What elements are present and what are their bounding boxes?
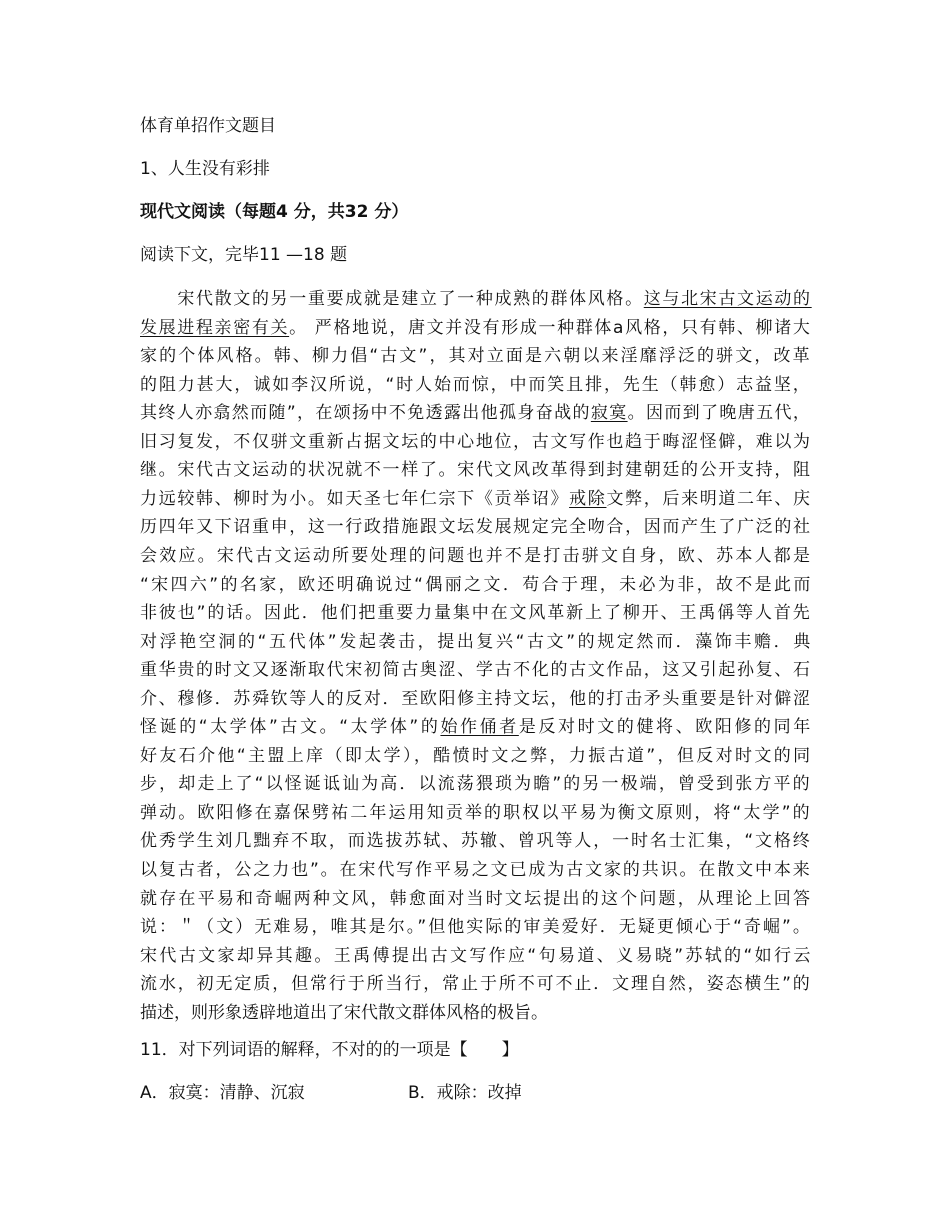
passage-text: 家的个体风格。韩、柳力倡“古文”，其对立面是六朝以来淫靡浮泛的骈文，改革 xyxy=(140,346,812,367)
passage-text: 文弊，后来明道二年、庆 xyxy=(606,488,812,509)
reading-instruction: 阅读下文，完毕11 —18 题 xyxy=(140,245,348,265)
passage-text: 力远较韩、柳时为小。如天圣七年仁宗下《贡举诏》 xyxy=(140,488,570,509)
passage-line xyxy=(140,405,811,422)
passage-line xyxy=(140,519,812,536)
option-a: A．寂寞：清静、沉寂 xyxy=(140,1083,305,1103)
passage-text: 就存在平易和奇崛两种文风，韩愈面对当时文坛提出的这个问题，从理论上回答 xyxy=(140,888,813,909)
passage-text: 宋代古文家却异其趣。王禹傅提出古文写作应“句易道、义易晓”苏轼的“如行云 xyxy=(140,945,813,966)
passage-text: 。因而到了晚唐五代， xyxy=(627,403,812,424)
passage-line xyxy=(140,291,812,308)
passage-line xyxy=(140,488,812,509)
passage-text: 重华贵的时文又逐渐取代宋初简古奥涩、学古不化的古文作品，这又引起孙复、石 xyxy=(140,660,812,681)
underlined-term: 始作俑者 xyxy=(440,717,519,738)
passage-line xyxy=(140,919,812,936)
passage-line xyxy=(140,605,812,622)
passage-line xyxy=(140,1002,548,1023)
underlined-term: 寂寞 xyxy=(590,403,628,424)
passage-line xyxy=(140,662,812,679)
passage-line xyxy=(140,976,812,993)
passage-text: 以复古者，公之力也”。在宋代写作平易之文已成为古文家的共识。在散文中本来 xyxy=(140,860,812,880)
passage-text: 优秀学生刘几黜弃不取，而选拔苏轼、苏辙、曾巩等人，一时名士汇集，“文格终 xyxy=(140,831,812,852)
passage-text: 宋代散文的另一重要成就是建立了一种成熟的群体风格。 xyxy=(140,289,644,309)
question-11: 11．对下列词语的解释，不对的的一项是【 】 xyxy=(140,1040,519,1060)
passage-line xyxy=(140,833,812,850)
underlined-term: 戒除 xyxy=(569,488,607,509)
passage-text: 描述，则形象透辟地道出了宋代散文群体风格的极旨。 xyxy=(140,1002,548,1023)
passage-text: “宋四六”的名家，欧还明确说过“偶丽之文．苟合于理，未必为非，故不是此而 xyxy=(140,574,813,595)
passage-text: 旧习复发，不仅骈文重新占据文坛的中心地位，古文写作也趋于晦涩怪僻，难以为 xyxy=(140,431,812,452)
passage-line xyxy=(140,348,812,365)
passage-text: 怪诞的“太学体”古文。“太学体”的 xyxy=(140,717,441,738)
passage-line xyxy=(140,888,813,909)
underlined-term: 这与北宋古文运动的 xyxy=(643,289,812,309)
passage-line xyxy=(140,688,812,709)
passage-text: 其终人亦翕然而随”，在颂扬中不免透露出他孤身奋战的 xyxy=(140,403,591,424)
passage-text: 介、穆修．苏舜钦等人的反对．至欧阳修主持文坛，他的打击矛头重要是针对僻涩 xyxy=(140,688,812,709)
doc-title: 体育单招作文题目 xyxy=(140,116,276,136)
passage-line xyxy=(140,945,813,966)
passage-line xyxy=(140,776,812,793)
passage-text: 非彼也”的话。因此．他们把重要力量集中在文风革新上了柳开、王禹偁等人首先 xyxy=(140,603,812,624)
passage-text: 的阻力甚大，诚如李汉所说，“时人始而惊，中而笑且排，先生（韩愈）志益坚， xyxy=(140,374,812,395)
passage-line xyxy=(140,862,812,879)
passage-line xyxy=(140,574,813,595)
passage-text: 是反对时文的健将、欧阳修的同年 xyxy=(518,717,813,738)
passage-line xyxy=(140,545,813,566)
passage-text: 继。宋代古文运动的状况就不一样了。宋代文风改革得到封建朝廷的公开支持，阻 xyxy=(140,460,812,481)
passage-text: 历四年又下诏重申，这一行政措施跟文坛发展规定完全吻合，因而产生了广泛的社 xyxy=(140,517,812,538)
passage-line xyxy=(140,431,812,452)
passage-line xyxy=(140,374,812,395)
passage-line xyxy=(140,745,813,766)
passage-text: 会效应。宋代古文运动所要处理的问题也并不是打击骈文自身，欧、苏本人都是 xyxy=(140,545,813,566)
passage-line xyxy=(140,719,813,736)
passage-line xyxy=(140,631,813,652)
option-b: B．戒除：改掉 xyxy=(408,1083,522,1103)
passage-text: 对浮艳空洞的“五代体”发起袭击，提出复兴“古文”的规定然而．藻饰丰赡．典 xyxy=(140,631,813,652)
section-heading: 现代文阅读（每题4 分，共32 分） xyxy=(140,202,409,222)
passage-line xyxy=(140,462,812,479)
passage-text: 说：＂（文）无难易，唯其是尔。”但他实际的审美爱好．无疑更倾心于“奇崛”。 xyxy=(140,917,812,938)
essay-item: 1、人生没有彩排 xyxy=(140,159,270,179)
passage-text: 。 严格地说，唐文并没有形成一种群体a风格，只有韩、柳诸大 xyxy=(289,317,812,338)
passage-text: 弹动。欧阳修在嘉保劈祐二年运用知贡举的职权以平易为衡文原则，将“太学”的 xyxy=(140,802,812,823)
passage-text: 流水，初无定质，但常行于所当行，常止于所不可不止．文理自然，姿态横生”的 xyxy=(140,974,812,995)
underlined-term: 发展进程亲密有关 xyxy=(140,317,290,338)
passage-text: 步，却走上了“以怪诞诋讪为高．以流荡猥琐为瞻”的另一极端，曾受到张方平的 xyxy=(140,774,812,795)
passage-line xyxy=(140,317,812,338)
passage-line xyxy=(140,802,812,823)
passage-text: 好友石介他“主盟上庠（即太学），酷愤时文之弊，力振古道”，但反对时文的同 xyxy=(140,745,813,766)
